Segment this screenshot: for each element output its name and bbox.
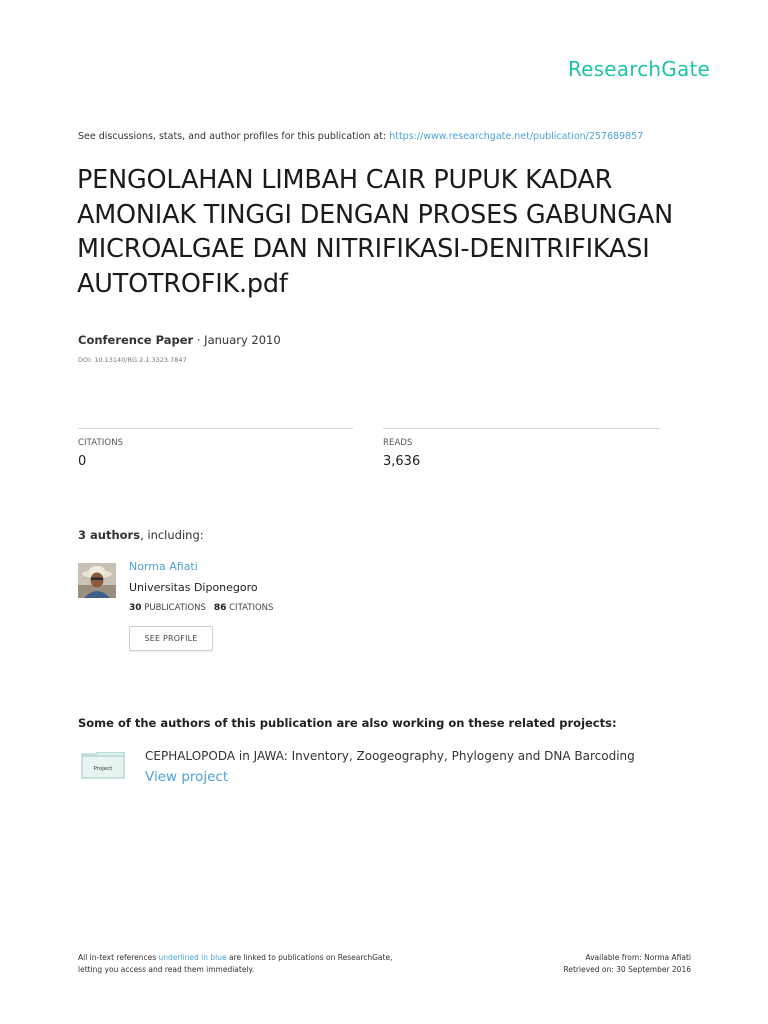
project-title: CEPHALOPODA in JAWA: Inventory, Zoogeography, Phylogeny and DNA Barcoding — [145, 749, 635, 763]
reads-label: READS — [383, 438, 413, 448]
retrieved-on: Retrieved on: 30 September 2016 — [563, 965, 691, 974]
author-publications-count: 30 — [129, 603, 142, 613]
author-institution: Universitas Diponegoro — [129, 581, 258, 594]
footer-suffix: are linked to publications on ResearchGate, — [226, 953, 393, 962]
avatar-photo-icon — [78, 563, 116, 598]
related-projects-heading: Some of the authors of this publication are also working on these related projects: — [78, 716, 617, 730]
reads-value: 3,636 — [383, 454, 421, 469]
footer-prefix: All in-text references — [78, 953, 159, 962]
researchgate-logo[interactable]: ResearchGate — [567, 57, 710, 81]
footer-link[interactable]: underlined in blue — [158, 953, 227, 962]
publication-meta — [78, 333, 281, 347]
footer-note — [78, 952, 392, 976]
publication-type: Conference Paper — [78, 333, 194, 347]
project-entry — [145, 746, 670, 788]
see-profile-button[interactable]: SEE PROFILE — [129, 626, 213, 651]
discussion-prefix: See discussions, stats, and author profiles for this publication at: — [78, 131, 390, 142]
publication-title: PENGOLAHAN LIMBAH CAIR PUPUK KADAR AMONIAK TINGGI DENGAN PROSES GABUNGAN MICROALGAE DAN NITRIFIKASI-DENITRIFIKASI AUTOTROFIK.pdf — [77, 165, 673, 299]
discussion-line — [78, 131, 643, 142]
meta-separator: · — [193, 333, 205, 347]
view-project-link[interactable]: View project — [145, 769, 229, 785]
footer-line2: letting you access and read them immediately. — [78, 965, 255, 974]
citations-label: CITATIONS — [78, 438, 124, 448]
publication-date: January 2010 — [204, 333, 281, 347]
publication-doi: DOI: 10.13140/RG.2.1.3323.7847 — [78, 356, 187, 364]
available-from: Available from: Norma Afiati — [585, 953, 691, 962]
folder-icon — [81, 752, 125, 779]
author-citations-label: CITATIONS — [229, 603, 274, 613]
publication-link[interactable]: https://www.researchgate.net/publication/257689857 — [389, 131, 644, 142]
citations-value: 0 — [78, 454, 87, 469]
authors-heading — [78, 528, 204, 542]
author-avatar[interactable] — [78, 563, 116, 598]
author-citations-count: 86 — [213, 603, 227, 613]
project-icon-label: Project — [93, 766, 113, 772]
authors-count: 3 authors — [78, 528, 141, 542]
reads-stat — [383, 428, 660, 469]
citations-stat — [78, 428, 353, 469]
author-stats — [129, 603, 273, 613]
footer-availability — [563, 952, 691, 976]
project-folder-icon[interactable] — [81, 752, 125, 779]
authors-including: , including: — [140, 528, 204, 542]
author-name[interactable]: Norma Afiati — [129, 560, 198, 573]
author-publications-label: PUBLICATIONS — [144, 603, 206, 613]
